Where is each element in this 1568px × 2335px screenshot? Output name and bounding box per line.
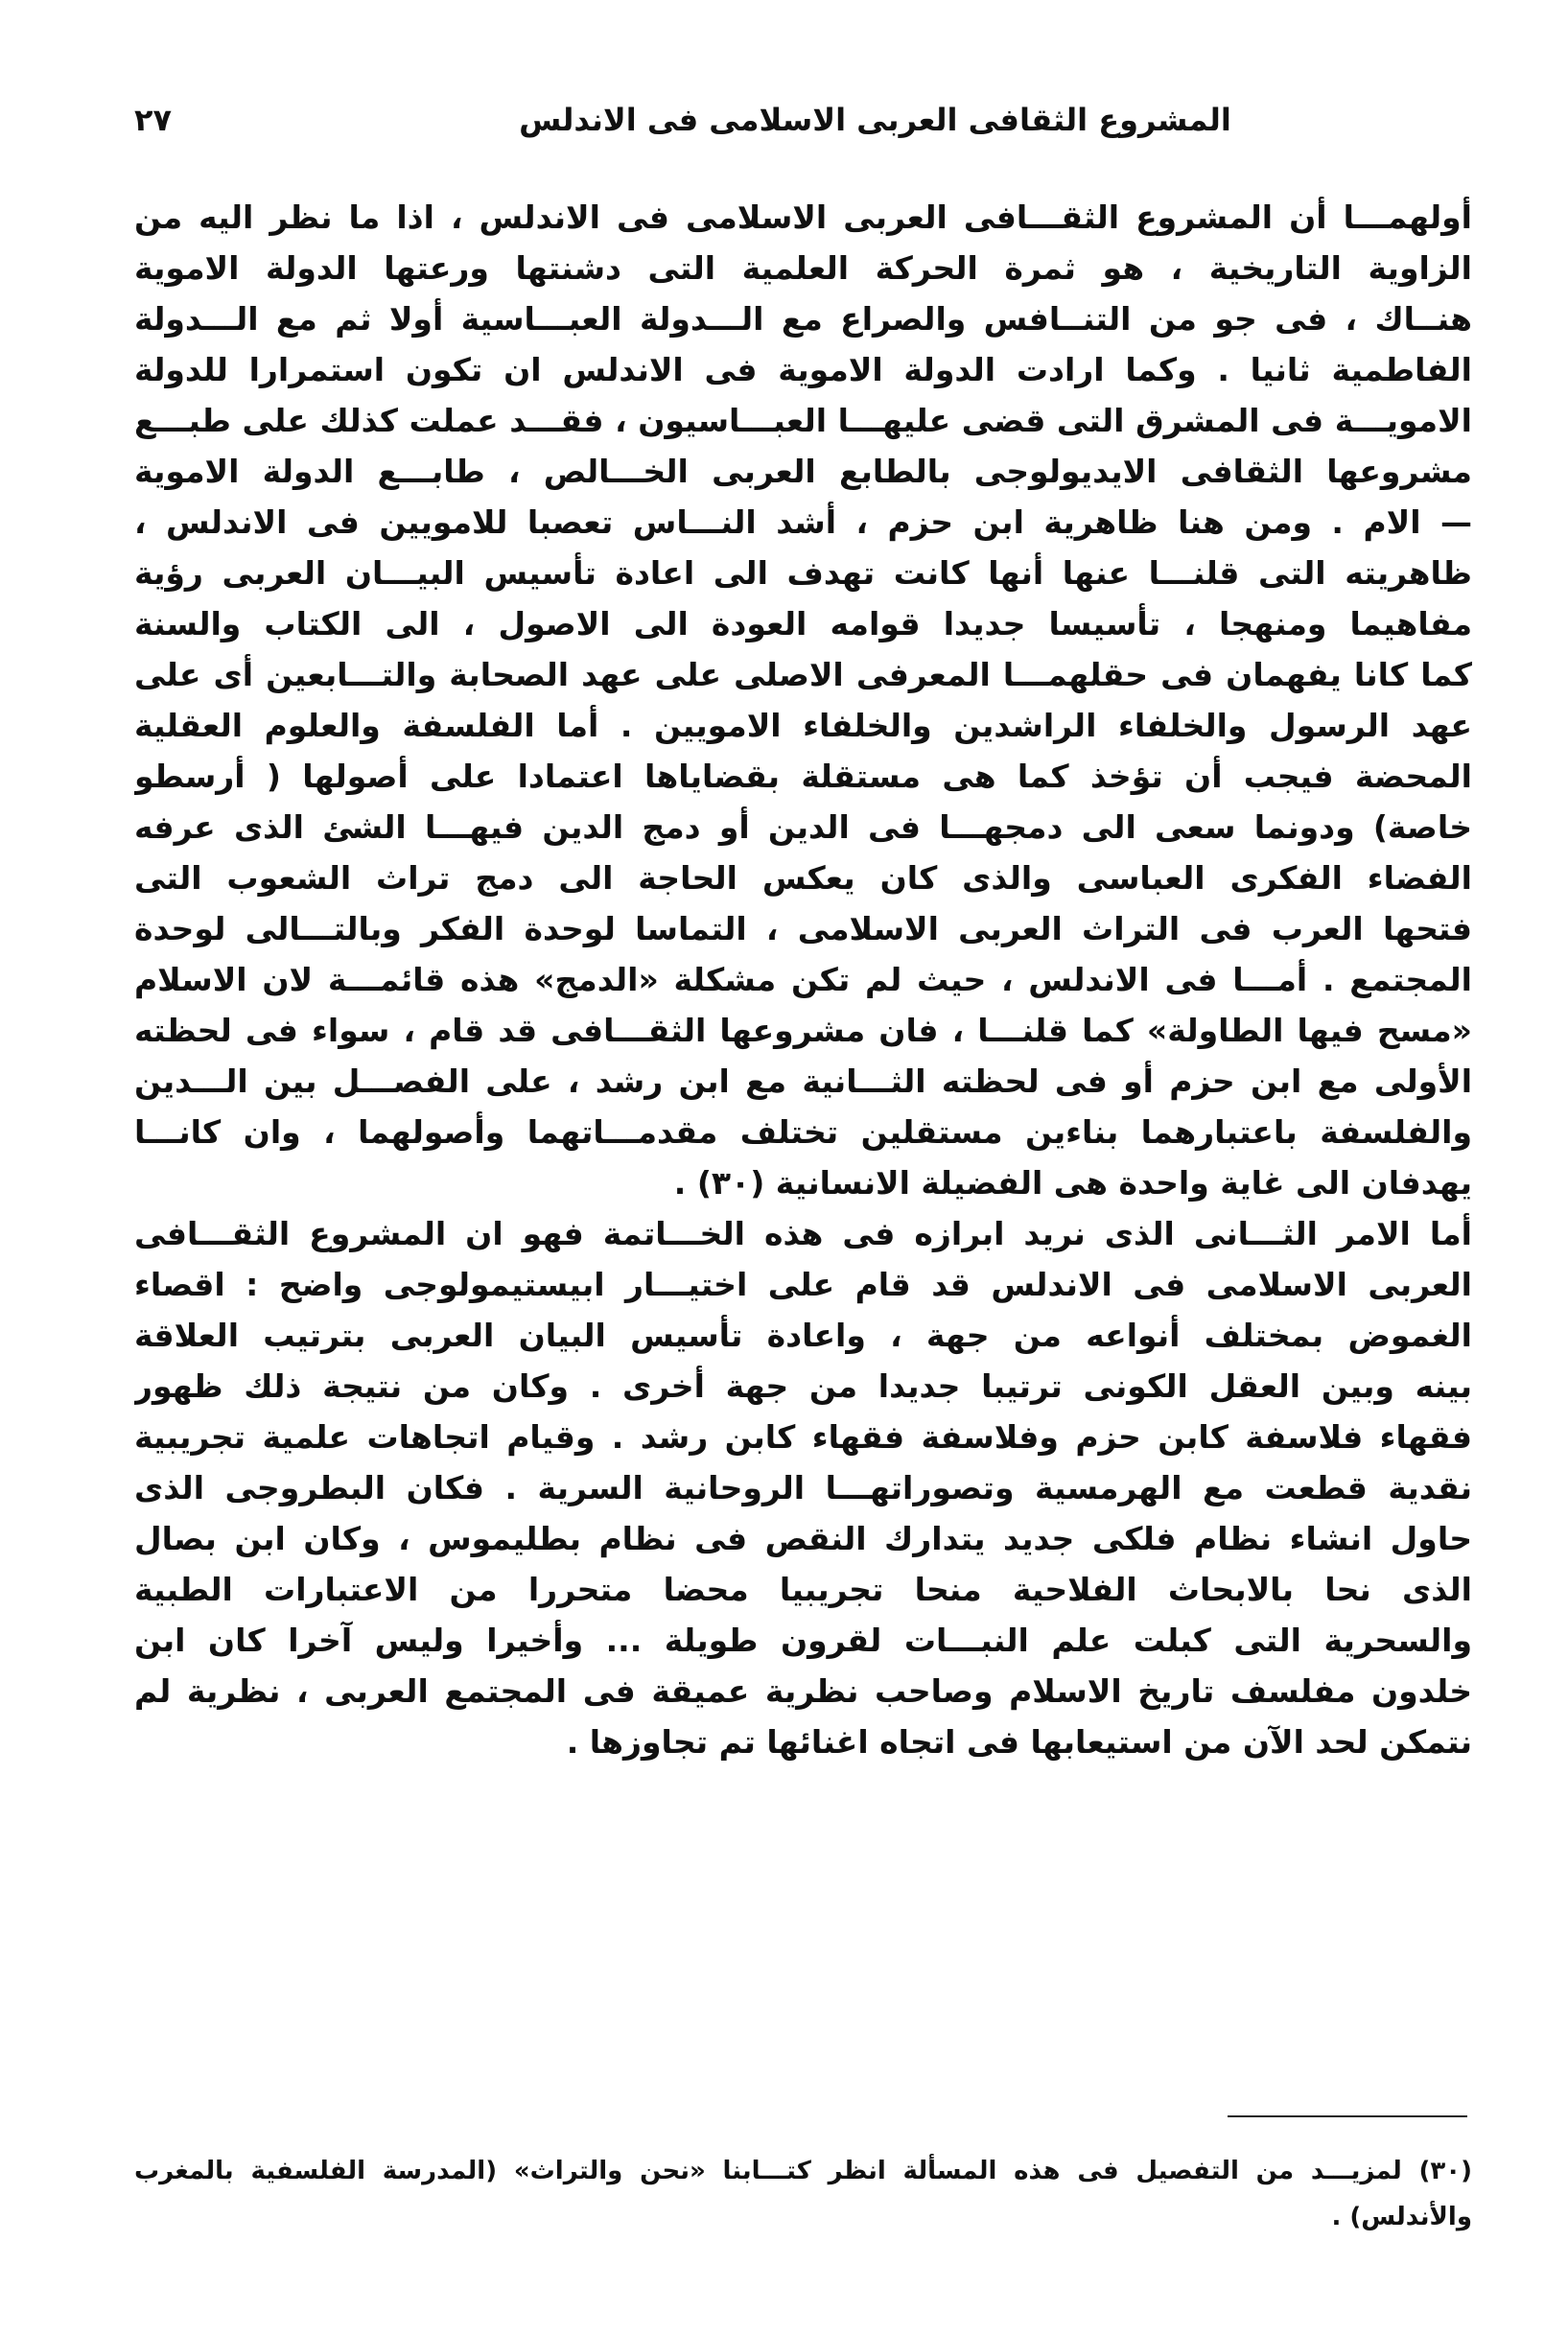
text-line: أولهمـــا أن المشروع الثقـــافى العربى الاسلامى فى الاندلس ، اذا ما نظر اليه من xyxy=(134,198,1472,236)
footnote xyxy=(134,2148,1472,2240)
page-number: ٢٧ xyxy=(134,102,173,138)
main-text xyxy=(134,192,1472,1767)
text-line: فقهاء فلاسفة كابن حزم وفلاسفة فقهاء كابن رشد . وقيام اتجاهات علمية تجريبية xyxy=(134,1418,1472,1456)
text-line: حاول انشاء نظام فلكى جديد يتدارك النقص فى نظام بطليموس ، وكان ابن بصال xyxy=(134,1520,1472,1557)
text-line: الزاوية التاريخية ، هو ثمرة الحركة العلمية التى دشنتها ورعتها الدولة الاموية xyxy=(134,249,1472,287)
footnote-line: والأندلس) . xyxy=(1331,2203,1472,2231)
text-line: مشروعها الثقافى الايديولوجى بالطابع العربى الخـــالص ، طابـــع الدولة الاموية xyxy=(134,453,1472,490)
text-line: نقدية قطعت مع الهرمسية وتصوراتهـــا الروحانية السرية . فكان البطروجى الذى xyxy=(134,1469,1472,1506)
text-line: يهدفان الى غاية واحدة هى الفضيلة الانسانية (٣٠) . xyxy=(673,1164,1472,1202)
text-line: المحضة فيجب أن تؤخذ كما هى مستقلة بقضاياها اعتمادا على أصولها ( أرسطو xyxy=(134,758,1472,795)
text-line: الغموض بمختلف أنواعه من جهة ، واعادة تأسيس البيان العربى بترتيب العلاقة xyxy=(134,1317,1472,1354)
text-line: نتمكن لحد الآن من استيعابها فى اتجاه اغنائها تم تجاوزها . xyxy=(566,1723,1472,1761)
text-line: أما الامر الثـــانى الذى نريد ابرازه فى هذه الخـــاتمة فهو ان المشروع الثقـــافى xyxy=(134,1215,1472,1252)
text-line: كما كانا يفهمان فى حقلهمـــا المعرفى الاصلى على عهد الصحابة والتـــابعين أى على xyxy=(134,656,1472,693)
text-line: بينه وبين العقل الكونى ترتيبا جديدا من جهة أخرى . وكان من نتيجة ذلك ظهور xyxy=(134,1367,1472,1405)
text-line: خلدون مفلسف تاريخ الاسلام وصاحب نظرية عميقة فى المجتمع العربى ، نظرية لم xyxy=(134,1672,1472,1710)
text-line: الامويـــة فى المشرق التى قضى عليهـــا العبـــاسيون ، فقـــد عملت كذلك على طبـــع xyxy=(134,402,1472,439)
text-line: — الام . ومن هنا ظاهرية ابن حزم ، أشد النـــاس تعصبا للامويين فى الاندلس ، xyxy=(134,503,1472,541)
running-header-title: المشروع الثقافى العربى الاسلامى فى الاندلس xyxy=(519,102,1231,138)
text-line: المجتمع . أمـــا فى الاندلس ، حيث لم تكن مشكلة «الدمج» هذه قائمـــة لان الاسلام xyxy=(134,961,1472,998)
running-header xyxy=(134,91,1472,149)
text-line: عهد الرسول والخلفاء الراشدين والخلفاء الامويين . أما الفلسفة والعلوم العقلية xyxy=(134,707,1472,744)
text-line: فتحها العرب فى التراث العربى الاسلامى ، التماسا لوحدة الفكر وبالتـــالى لوحدة xyxy=(134,910,1472,947)
text-line: «مسح فيها الطاولة» كما قلنـــا ، فان مشروعها الثقـــافى قد قام ، سواء فى لحظته xyxy=(134,1012,1472,1049)
text-line: الأولى مع ابن حزم أو فى لحظته الثـــانية مع ابن رشد ، على الفصـــل بين الـــدين xyxy=(134,1062,1472,1100)
text-line: الذى نحا بالابحاث الفلاحية منحا تجريبيا محضا متحررا من الاعتبارات الطبية xyxy=(134,1571,1472,1608)
text-line: والسحرية التى كبلت علم النبـــات لقرون طويلة ... وأخيرا وليس آخرا كان ابن xyxy=(134,1622,1472,1659)
text-line: الفضاء الفكرى العباسى والذى كان يعكس الحاجة الى دمج تراث الشعوب التى xyxy=(134,859,1472,897)
text-line: ظاهريته التى قلنـــا عنها أنها كانت تهدف الى اعادة تأسيس البيـــان العربى رؤية xyxy=(134,554,1472,592)
footnote-line: (٣٠) لمزيـــد من التفصيل فى هذه المسألة انظر كتـــابنا «نحن والتراث» (المدرسة الفلسفية بالمغرب xyxy=(134,2157,1472,2185)
text-line: هنــاك ، فى جو من التنــافس والصراع مع الـــدولة العبـــاسية أولا ثم مع الـــدولة xyxy=(134,300,1472,338)
text-line: خاصة) ودونما سعى الى دمجهـــا فى الدين أو دمج الدين فيهـــا الشئ الذى عرفه xyxy=(134,808,1472,846)
footnote-divider xyxy=(1228,2115,1467,2117)
text-line: والفلسفة باعتبارهما بناءين مستقلين تختلف مقدمـــاتهما وأصولهما ، وان كانـــا xyxy=(134,1113,1472,1151)
text-line: الفاطمية ثانيا . وكما ارادت الدولة الاموية فى الاندلس ان تكون استمرارا للدولة xyxy=(134,351,1472,388)
text-line: مفاهيما ومنهجا ، تأسيسا جديدا قوامه العودة الى الاصول ، الى الكتاب والسنة xyxy=(134,605,1472,642)
text-line: العربى الاسلامى فى الاندلس قد قام على اختيـــار ابيستيمولوجى واضح : اقصاء xyxy=(134,1266,1472,1303)
